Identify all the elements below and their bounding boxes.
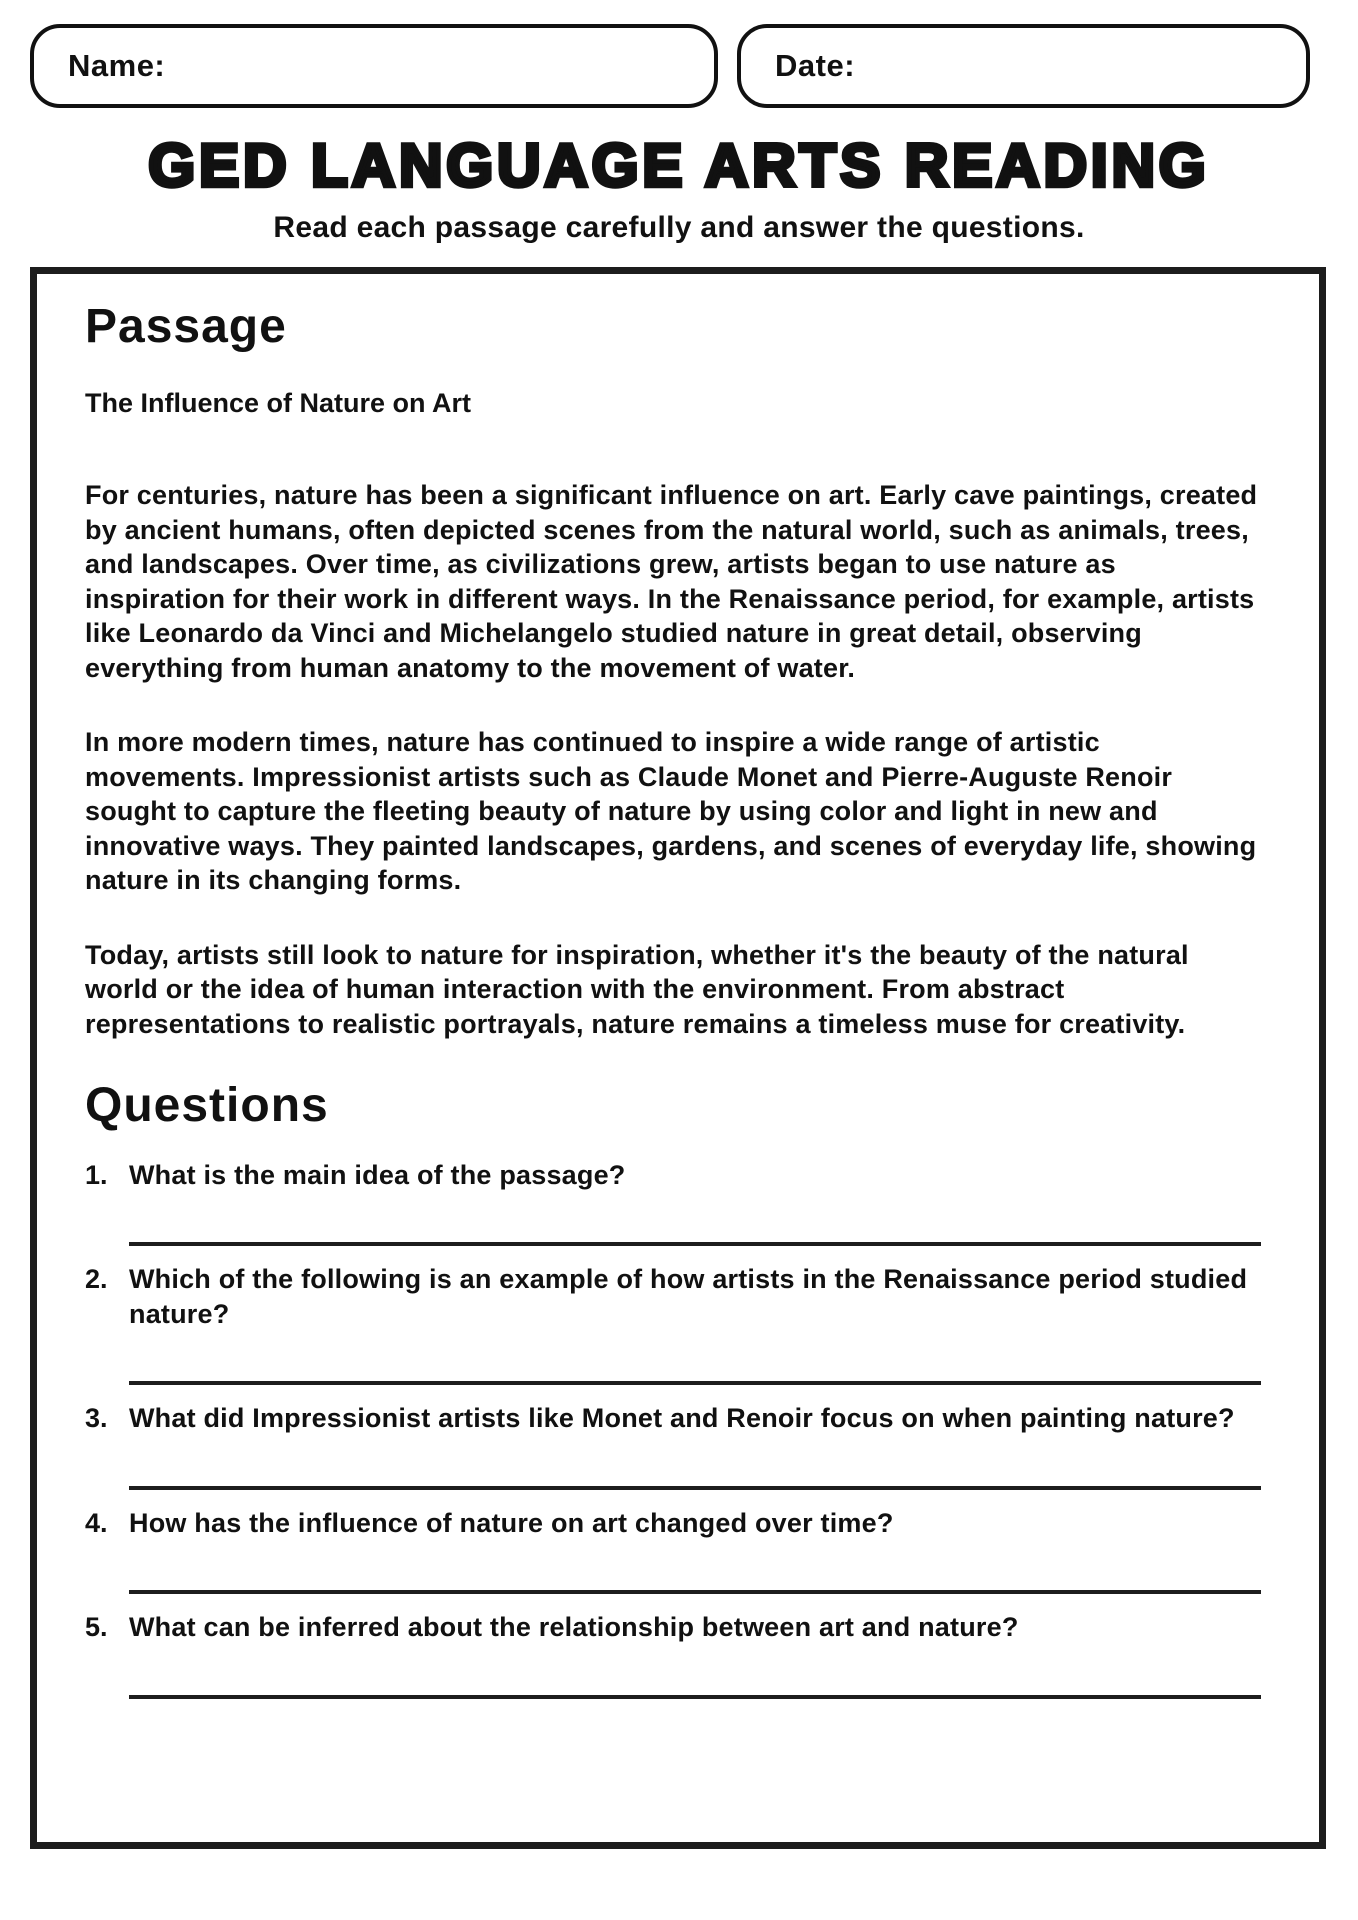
- passage-paragraph-2: In more modern times, nature has continued to inspire a wide range of artistic movements. Impressionist artists such as Claude Monet and Pierre-Auguste Renoir sought to capture the fleeting beauty of nature by using color and light in new and innovative ways. They painted landscapes, gardens, and scenes of everyday life, showing nature in its changing forms.: [85, 727, 1257, 896]
- answer-line-1[interactable]: [129, 1242, 1261, 1246]
- question-body: [129, 1506, 1261, 1595]
- question-body: [129, 1610, 1261, 1699]
- question-text: What did Impressionist artists like Monet and Renoir focus on when painting nature?: [129, 1403, 1235, 1434]
- question-number: 5.: [85, 1612, 108, 1643]
- answer-line-2[interactable]: [129, 1381, 1261, 1385]
- question-item-4: [85, 1506, 1261, 1595]
- question-text: Which of the following is an example of how artists in the Renaissance period studied nature?: [129, 1264, 1248, 1329]
- question-item-3: [85, 1401, 1261, 1490]
- question-number: 1.: [85, 1159, 108, 1190]
- page-title: GED LANGUAGE ARTS READING: [148, 132, 1210, 199]
- question-number: 3.: [85, 1403, 108, 1434]
- question-item-5: [85, 1610, 1261, 1699]
- question-body: [129, 1262, 1261, 1385]
- answer-line-3[interactable]: [129, 1486, 1261, 1490]
- question-item-2: [85, 1262, 1261, 1385]
- answer-line-5[interactable]: [129, 1695, 1261, 1699]
- question-number: 4.: [85, 1507, 108, 1538]
- question-body: [129, 1158, 1261, 1247]
- passage-paragraph-3: Today, artists still look to nature for inspiration, whether it's the beauty of the natural world or the idea of human interaction with the environment. From abstract representations to realistic portrayals, nature remains a timeless muse for creativity.: [85, 939, 1189, 1039]
- passage-title: The Influence of Nature on Art: [85, 388, 472, 419]
- name-field[interactable]: [30, 24, 718, 108]
- question-body: [129, 1401, 1261, 1490]
- question-text: How has the influence of nature on art changed over time?: [129, 1507, 894, 1538]
- answer-line-4[interactable]: [129, 1590, 1261, 1594]
- date-field[interactable]: [737, 24, 1310, 108]
- passage-paragraph-1: For centuries, nature has been a significant influence on art. Early cave paintings, created by ancient humans, often depicted scenes from the natural world, such as animals, trees, and landscapes. Over time, as civilizations grew, artists began to use nature as inspiration for their work in different ways. In the Renaissance period, for example, artists like Leonardo da Vinci and Michelangelo studied nature in great detail, observing everything from human anatomy to the movement of water.: [85, 480, 1258, 683]
- question-text: What can be inferred about the relationship between art and nature?: [129, 1612, 1019, 1643]
- question-item-1: [85, 1158, 1261, 1247]
- question-text: What is the main idea of the passage?: [129, 1159, 626, 1190]
- page-subtitle: Read each passage carefully and answer the questions.: [273, 211, 1085, 244]
- question-number: 2.: [85, 1264, 108, 1295]
- worksheet-box: [30, 267, 1326, 1849]
- passage-heading: Passage: [85, 300, 287, 353]
- name-label: Name:: [68, 48, 166, 83]
- questions-heading: Questions: [85, 1079, 329, 1133]
- date-label: Date:: [775, 48, 856, 83]
- header-row: [0, 0, 1358, 108]
